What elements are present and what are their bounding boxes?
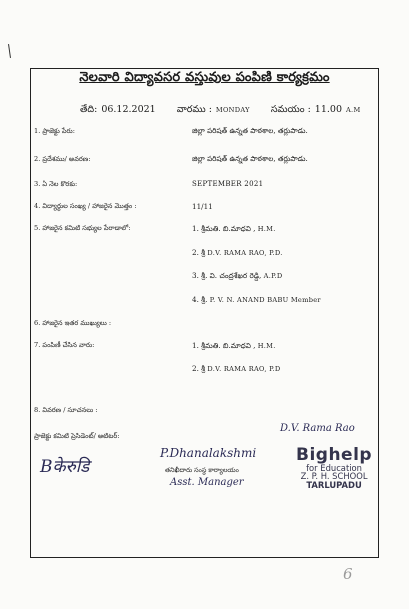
date-value: 06.12.2021 [101,104,156,115]
date-label: తేది: [80,104,98,115]
document-title: నెలవారి విద్యావసర వస్తువుల పంపిణి కార్యక్రమం [79,70,330,85]
row-value-month: SEPTEMBER 2021 [192,180,264,188]
committee-member: 4. శ్రీ. P. V. N. ANAND BABU Member [192,295,321,304]
row-label-project: 1. ప్రాజెక్టు పేరు: [34,127,75,135]
time-value: 11.00 [314,104,342,115]
row-label-place: 2. ప్రదేశము/ అవరణ: [34,155,91,163]
school-stamp: Bighelp for Education Z. P. H. SCHOOL TARLUPADU [296,445,373,490]
row-label-others: 6. హాజరైన ఇతర ముఖ్యులు : [34,319,112,327]
rama-rao-signature: D.V. Rama Rao [280,423,355,434]
row-value-students: 11/11 [192,202,213,211]
row-label-students: 4. విద్యార్థుల సంఖ్య / హాజరైన మొత్తం : [34,202,137,210]
coordinator-label: ప్రాజెక్టు కమిటి ప్రెసిడెంట్/ అటిటర్: [34,432,120,440]
row-label-committee: 5. హాజరైన కమిటి సభ్యుల పేరాడాలో: [34,224,131,232]
committee-member: 1. శ్రీమతి. బి.మాధవి , H.M. [192,224,276,233]
row-label-remarks: 8. వివరణ / సూచనలు : [34,406,98,414]
coordinator-signature: Bकेरुडि [40,457,90,477]
row-value-project: జిల్లా పరిషత్ ఉన్నత పాఠశాల, తర్లుపాడు. [192,126,308,135]
meta-line [80,104,365,117]
row-value-place: జిల్లా పరిషత్ ఉన్నత పాఠశాల, తర్లుపాడు. [192,154,308,163]
manager-label: తనిఖీదారు సంస్థ కార్యాలయం [165,466,239,474]
distributor: 1. శ్రీమతి. బి.మాధవి , H.M. [192,341,276,350]
distributor: 2. శ్రీ D.V. RAMA RAO, P.D [192,364,281,373]
manager-signature: P.Dhanalakshmi [160,446,257,460]
committee-member: 3. శ్రీ. వి. చంద్రశేఖర రెడ్డి, A.P.D [192,271,283,280]
row-label-month: 3. ఏ నెల కొరకు: [34,180,78,188]
day-label: వారము : [176,104,212,115]
manager-title: Asst. Manager [170,477,244,488]
time-suffix: A.M [346,106,361,114]
time-label: సమయం : [270,104,311,115]
day-value: MONDAY [215,106,250,114]
page-mark: 6 [343,565,353,583]
committee-member: 2. శ్రీ D.V. RAMA RAO, P.D. [192,248,283,257]
row-label-distributors: 7. పంపిణీ చేసిన వారు: [34,341,95,349]
pen-stroke-mark [8,44,11,58]
